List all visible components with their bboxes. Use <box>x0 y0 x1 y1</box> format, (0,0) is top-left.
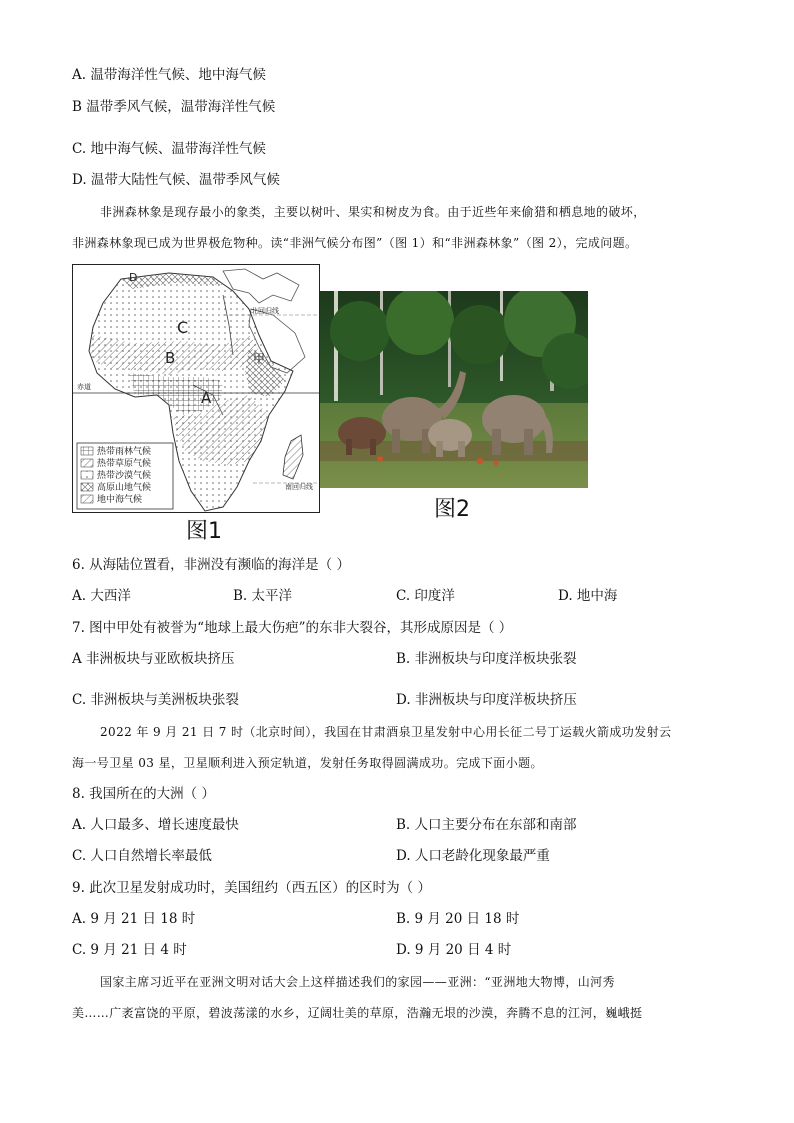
map-label-b: B <box>165 349 176 367</box>
q8-option-a: A. 人口最多、增长速度最快 <box>72 817 239 833</box>
map-label-a: A <box>201 389 212 407</box>
q8-option-b: B. 人口主要分布在东部和南部 <box>396 817 577 833</box>
figure-1-label: 图1 <box>186 519 222 544</box>
q7-option-a: A 非洲板块与亚欧板块挤压 <box>72 651 235 667</box>
q7-option-d: D. 非洲板块与印度洋板块挤压 <box>396 692 577 708</box>
map-label-jia: 甲 <box>253 352 266 366</box>
africa-climate-map <box>72 264 320 513</box>
legend-plateau: 高原山地气候 <box>97 483 152 493</box>
africa-intro-line2: 非洲森林象现已成为世界极危物种。读“非洲气候分布图”（图 1）和“非洲森林象”（图 2），完成问题。 <box>72 236 638 250</box>
launch-intro-line1: 2022 年 9 月 21 日 7 时（北京时间），我国在甘肃酒泉卫星发射中心用长征二号丁运载火箭成功发射云 <box>100 725 672 739</box>
q7-option-c: C. 非洲板块与美洲板块张裂 <box>72 692 239 708</box>
q6-stem: 6. 从海陆位置看，非洲没有濒临的海洋是（ ） <box>72 557 350 573</box>
q6-option-a: A. 大西洋 <box>72 588 131 604</box>
map-label-d: D <box>129 271 138 284</box>
q5-option-d: D. 温带大陆性气候、温带季风气候 <box>72 172 280 188</box>
forest-elephant-photo <box>320 291 588 488</box>
q5-option-a: A. 温带海洋性气候、地中海气候 <box>72 67 266 83</box>
north-tropic-label: 北回归线 <box>251 307 279 315</box>
q5-option-b: B 温带季风气候，温带海洋性气候 <box>72 99 276 115</box>
q5-option-c: C. 地中海气候、温带海洋性气候 <box>72 141 266 157</box>
launch-intro-line2: 海一号卫星 03 星，卫星顺利进入预定轨道，发射任务取得圆满成功。完成下面小题。 <box>72 756 543 770</box>
legend-mediterranean: 地中海气候 <box>97 495 143 505</box>
equator-label: 赤道 <box>77 383 91 391</box>
q7-stem: 7. 图中甲处有被誉为“地球上最大伤疤”的东非大裂谷，其形成原因是（ ） <box>72 620 513 636</box>
q6-option-d: D. 地中海 <box>558 588 618 604</box>
q6-option-b: B. 太平洋 <box>233 588 293 604</box>
q9-option-d: D. 9 月 20 日 4 时 <box>396 942 512 958</box>
legend-desert: 热带沙漠气候 <box>97 471 152 481</box>
q9-stem: 9. 此次卫星发射成功时，美国纽约（西五区）的区时为（ ） <box>72 880 431 896</box>
asia-intro-line2: 美……广袤富饶的平原，碧波荡漾的水乡，辽阔壮美的草原，浩瀚无垠的沙漠，奔腾不息的江河，巍峨挺 <box>72 1006 643 1020</box>
q9-option-c: C. 9 月 21 日 4 时 <box>72 942 187 958</box>
q6-option-c: C. 印度洋 <box>396 588 455 604</box>
legend-rainforest: 热带雨林气候 <box>97 447 152 457</box>
q9-option-a: A. 9 月 21 日 18 时 <box>72 911 196 927</box>
elephant-photo-svg <box>320 291 588 488</box>
q8-option-c: C. 人口自然增长率最低 <box>72 848 212 864</box>
africa-intro-line1: 非洲森林象是现存最小的象类，主要以树叶、果实和树皮为食。由于近些年来偷猎和栖息地的破坏， <box>100 205 646 219</box>
map-label-c: C <box>177 318 189 337</box>
legend-savanna: 热带草原气候 <box>97 459 152 469</box>
africa-map-svg <box>73 265 319 512</box>
q8-stem: 8. 我国所在的大洲（ ） <box>72 786 215 802</box>
south-tropic-label: 南回归线 <box>285 483 313 491</box>
q8-option-d: D. 人口老龄化现象最严重 <box>396 848 550 864</box>
q7-option-b: B. 非洲板块与印度洋板块张裂 <box>396 651 577 667</box>
figure-2-label: 图2 <box>434 497 470 522</box>
asia-intro-line1: 国家主席习近平在亚洲文明对话大会上这样描述我们的家园——亚洲：“亚洲地大物博，山河秀 <box>100 975 615 989</box>
q9-option-b: B. 9 月 20 日 18 时 <box>396 911 520 927</box>
